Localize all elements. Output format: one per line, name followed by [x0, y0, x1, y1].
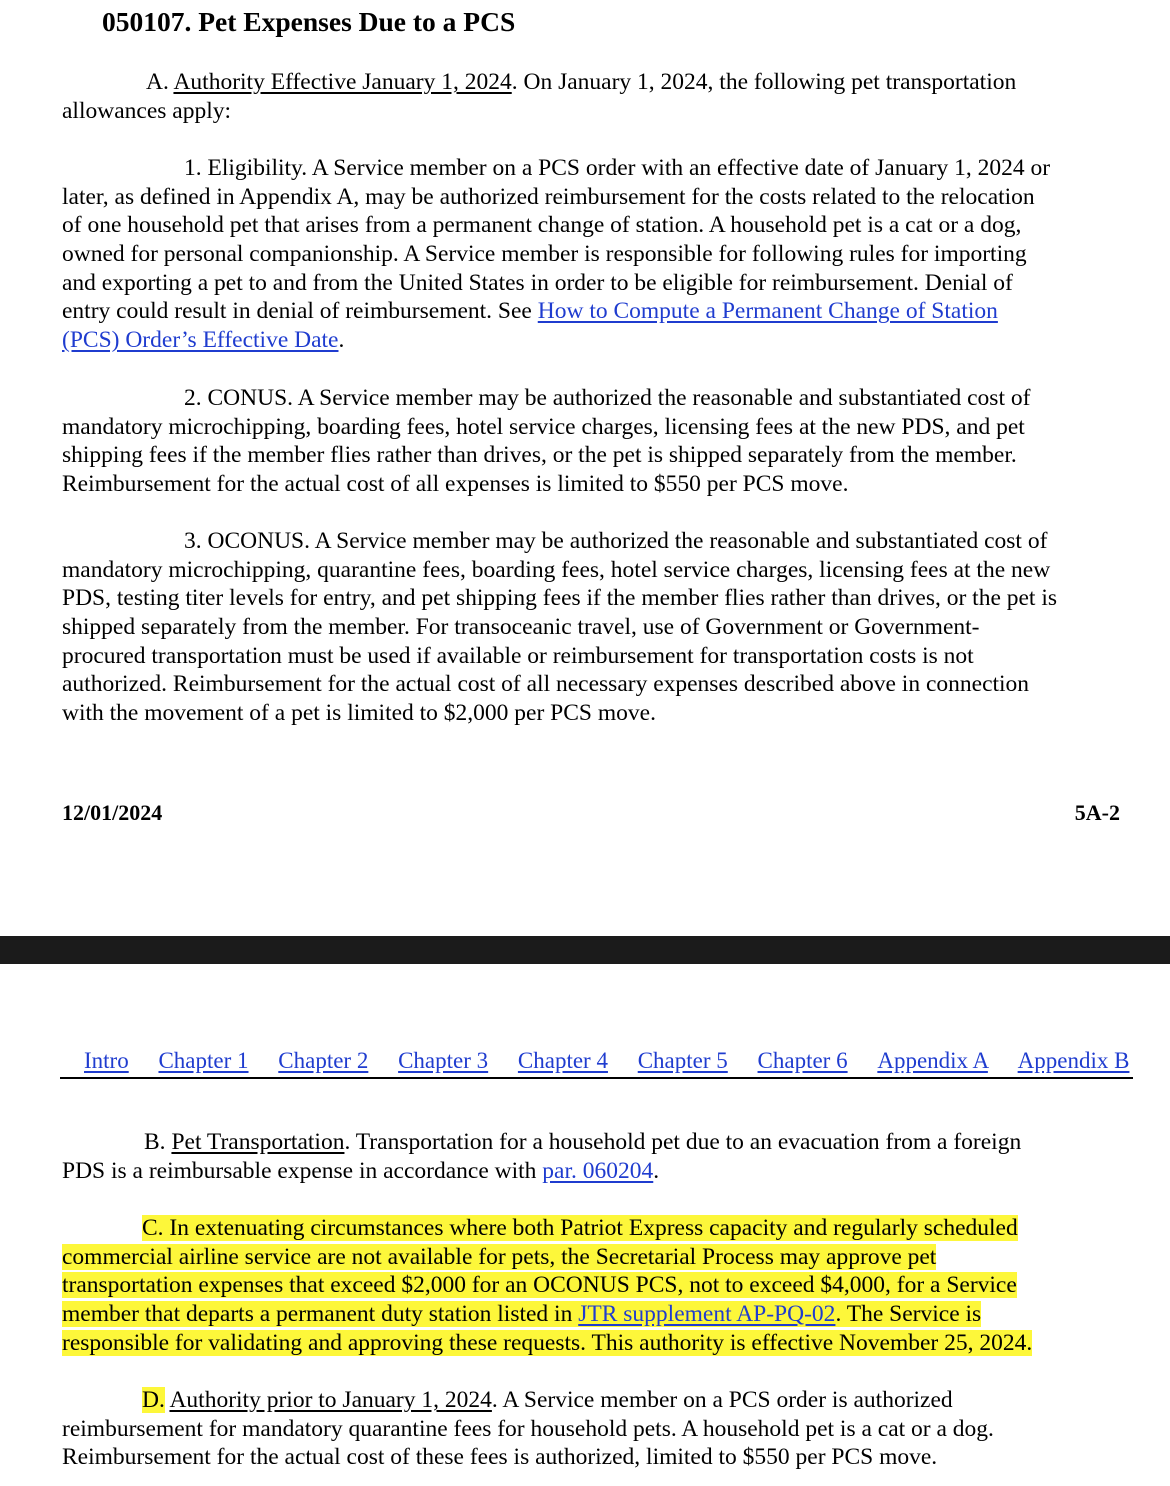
item-3-line: PDS, testing titer levels for entry, and pet shipping fees if the member flies rather than drives, or the pet is	[62, 585, 1058, 612]
page-break-divider	[0, 936, 1170, 964]
section-b-heading: Pet Transportation	[171, 1129, 345, 1155]
section-b-marker: B.	[144, 1129, 166, 1155]
item-3-line: procured transportation must be used if available or reimbursement for transportation costs is not	[62, 642, 974, 669]
item-2-line: 2. CONUS. A Service member may be authorized the reasonable and substantiated cost of	[184, 385, 1031, 411]
par-060204-link[interactable]: par. 060204	[542, 1157, 654, 1184]
section-d-line: reimbursement for mandatory quarantine fees for household pets. A household pet is a cat or a dog.	[62, 1415, 994, 1442]
section-d-line: Reimbursement for the actual cost of these fees is authorized, limited to $550 per PCS move.	[62, 1444, 938, 1471]
page-title: 050107. Pet Expenses Due to a PCS	[102, 6, 516, 37]
nav-chapter-2-link[interactable]: Chapter 2	[278, 1048, 369, 1073]
item-1-line: of one household pet that arises from a permanent change of station. A household pet is a cat or a dog,	[62, 212, 1022, 239]
section-c-line: . The Service is	[835, 1301, 982, 1328]
item-1-period: .	[338, 327, 345, 354]
section-d	[62, 1386, 994, 1472]
section-c-line: member that departs a permanent duty station listed in	[62, 1301, 579, 1328]
item-1-line: entry could result in denial of reimbursement. See	[62, 298, 538, 325]
nav-chapter-3-link[interactable]: Chapter 3	[398, 1048, 489, 1073]
section-c-line: C. In extenuating circumstances where both Patriot Express capacity and regularly scheduled	[142, 1215, 1018, 1241]
item-2-line: shipping fees if the member flies rather than drives, or the pet is shipped separately from the member.	[62, 442, 1017, 469]
jtr-supplement-link[interactable]: JTR supplement AP-PQ-02	[578, 1301, 836, 1328]
nav-chapter-4-link[interactable]: Chapter 4	[517, 1048, 608, 1073]
nav-chapter-5-link[interactable]: Chapter 5	[637, 1048, 728, 1073]
footer-page-number: 5A-2	[1074, 800, 1120, 825]
item-1-line: and exporting a pet to and from the United States in order to be eligible for reimbursement. Denial of	[62, 269, 1013, 296]
footer-date: 12/01/2024	[62, 800, 163, 825]
section-a	[62, 68, 1016, 125]
nav-chapter-6-link[interactable]: Chapter 6	[757, 1048, 848, 1073]
item-2-line: Reimbursement for the actual cost of all expenses is limited to $550 per PCS move.	[62, 471, 849, 498]
pcs-effective-date-link-cont[interactable]: (PCS) Order’s Effective Date	[62, 327, 339, 354]
item-1-line: 1. Eligibility. A Service member on a PCS order with an effective date of January 1, 2024 or	[184, 155, 1051, 181]
item-3-line: 3. OCONUS. A Service member may be authorized the reasonable and substantiated cost of	[184, 528, 1048, 554]
item-1-line: owned for personal companionship. A Service member is responsible for following rules for importing	[62, 241, 1027, 268]
section-b	[62, 1128, 1021, 1185]
section-a-text: . On January 1, 2024, the following pet transportation	[511, 69, 1017, 95]
section-d-text: . A Service member on a PCS order is authorized	[491, 1387, 953, 1413]
nav-chapter-1-link[interactable]: Chapter 1	[158, 1048, 249, 1073]
item-3-line: shipped separately from the member. For transoceanic travel, use of Government or Government-	[62, 614, 980, 641]
chapter-navigation	[60, 1045, 1133, 1079]
section-b-line2: PDS is a reimbursable expense in accordance with	[62, 1157, 543, 1184]
item-3-oconus	[62, 527, 1057, 728]
section-a-heading: Authority Effective January 1, 2024	[173, 69, 512, 95]
section-c-line: commercial airline service are not available for pets, the Secretarial Process may approve pet	[62, 1243, 937, 1270]
section-c-highlighted	[62, 1214, 1032, 1357]
item-1-eligibility	[62, 154, 1050, 355]
section-c-line: transportation expenses that exceed $2,000 for an OCONUS PCS, not to exceed $4,000, for a Service	[62, 1272, 1017, 1299]
item-2-line: mandatory microchipping, boarding fees, hotel service charges, licensing fees at the new PDS, and pet	[62, 413, 1025, 440]
section-c-line: responsible for validating and approving these requests. This authority is effective November 25, 2024.	[62, 1329, 1033, 1356]
nav-intro-link[interactable]: Intro	[84, 1048, 129, 1073]
pcs-effective-date-link[interactable]: How to Compute a Permanent Change of Station	[537, 298, 998, 325]
item-3-line: authorized. Reimbursement for the actual cost of all necessary expenses described above in connection	[62, 671, 1030, 698]
nav-appendix-b-link[interactable]: Appendix B	[1017, 1048, 1130, 1073]
section-d-heading: Authority prior to January 1, 2024	[169, 1387, 492, 1413]
section-b-text: . Transportation for a household pet due to an evacuation from a foreign	[344, 1129, 1022, 1155]
section-d-marker: D.	[142, 1387, 165, 1413]
item-1-line: later, as defined in Appendix A, may be authorized reimbursement for the costs related to the relocation	[62, 183, 1035, 210]
section-a-text-cont: allowances apply:	[62, 97, 232, 124]
nav-appendix-a-link[interactable]: Appendix A	[877, 1048, 988, 1073]
item-3-line: mandatory microchipping, quarantine fees, boarding fees, hotel service charges, licensing fees at the new	[62, 556, 1051, 583]
section-b-period: .	[653, 1157, 660, 1184]
item-3-line: with the movement of a pet is limited to $2,000 per PCS move.	[62, 700, 656, 727]
item-2-conus	[62, 384, 1030, 499]
section-a-marker: A.	[146, 69, 169, 95]
